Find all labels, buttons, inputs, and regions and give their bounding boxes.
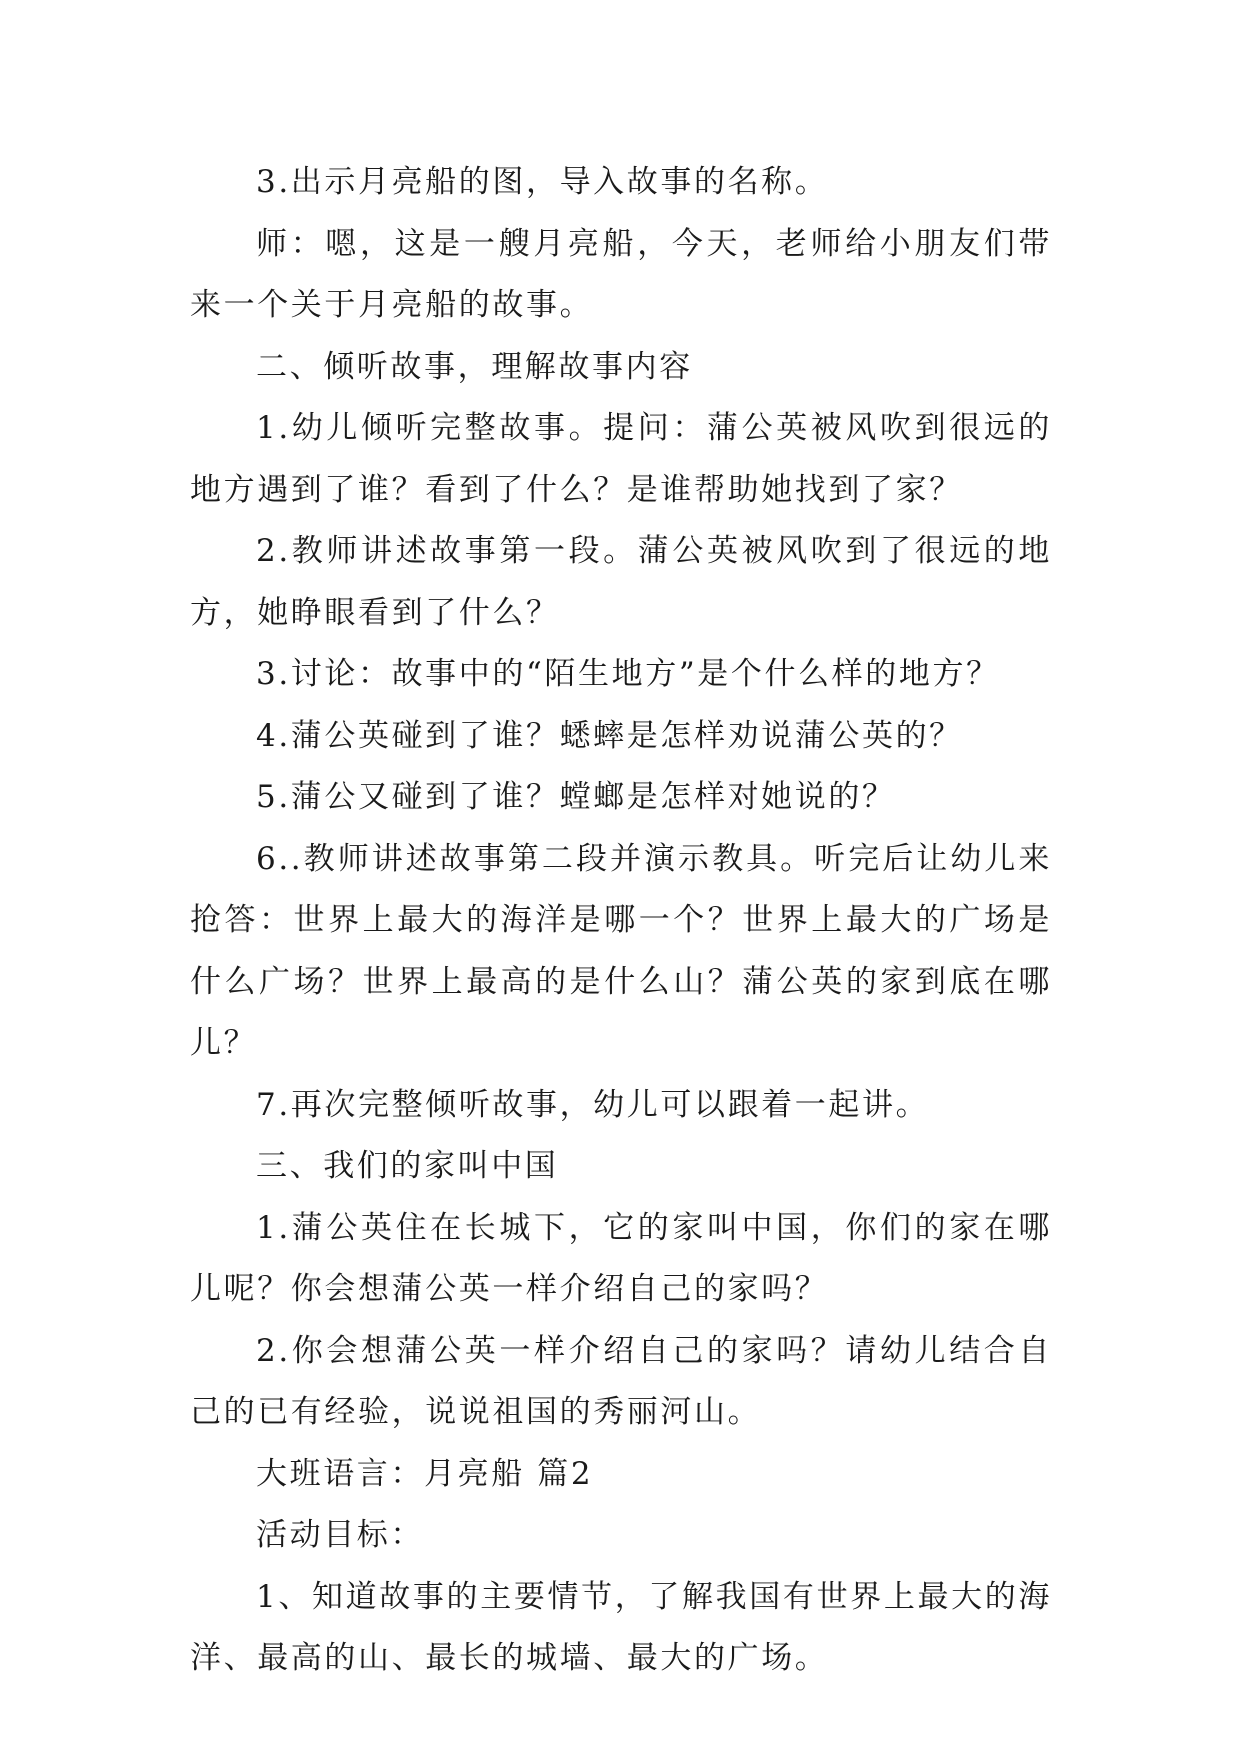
- section-heading-listen-story: 二、倾听故事，理解故事内容: [256, 348, 693, 385]
- paragraph-step-4-cricket: 4.蒲公英碰到了谁？蟋蟀是怎样劝说蒲公英的？: [256, 717, 963, 754]
- lesson-title-part-2: 大班语言：月亮船 篇2: [256, 1455, 594, 1492]
- activity-goal-1: 1、知道故事的主要情节，了解我国有世界上最大的海洋、最高的山、最长的城墙、最大的广场。: [190, 1578, 1052, 1676]
- document-page: [190, 152, 1052, 1690]
- paragraph-step-5-mantis: 5.蒲公又碰到了谁？螳螂是怎样对她说的？: [256, 779, 896, 815]
- paragraph-home-step-1: 1.蒲公英住在长城下，它的家叫中国，你们的家在哪儿呢？你会想蒲公英一样介绍自己的家吗？: [190, 1209, 1052, 1307]
- paragraph-teacher-intro: 师：嗯，这是一艘月亮船，今天，老师给小朋友们带来一个关于月亮船的故事。: [190, 225, 1052, 323]
- paragraph-step-1-listen: 1.幼儿倾听完整故事。提问：蒲公英被风吹到很远的地方遇到了谁？看到了什么？是谁帮助她找到了家？: [190, 410, 1052, 508]
- paragraph-step-7-retell: 7.再次完整倾听故事，幼儿可以跟着一起讲。: [256, 1086, 930, 1123]
- paragraph-home-step-2: 2.你会想蒲公英一样介绍自己的家吗？请幼儿结合自己的已有经验，说说祖国的秀丽河山。: [190, 1332, 1052, 1430]
- paragraph-step-3-discuss: 3.讨论：故事中的“陌生地方”是个什么样的地方？: [256, 656, 1000, 692]
- paragraph-step-2-first-part: 2.教师讲述故事第一段。蒲公英被风吹到了很远的地方，她睁眼看到了什么？: [190, 533, 1052, 631]
- activity-goals-heading: 活动目标：: [256, 1517, 424, 1553]
- paragraph-step-6-second-part: 6..教师讲述故事第二段并演示教具。听完后让幼儿来抢答：世界上最大的海洋是哪一个？世界上最大的广场是什么广场？世界上最高的是什么山？蒲公英的家到底在哪儿？: [190, 840, 1052, 1061]
- section-heading-home-china: 三、我们的家叫中国: [256, 1148, 559, 1184]
- paragraph-step-3-show-picture: 3.出示月亮船的图，导入故事的名称。: [256, 164, 829, 200]
